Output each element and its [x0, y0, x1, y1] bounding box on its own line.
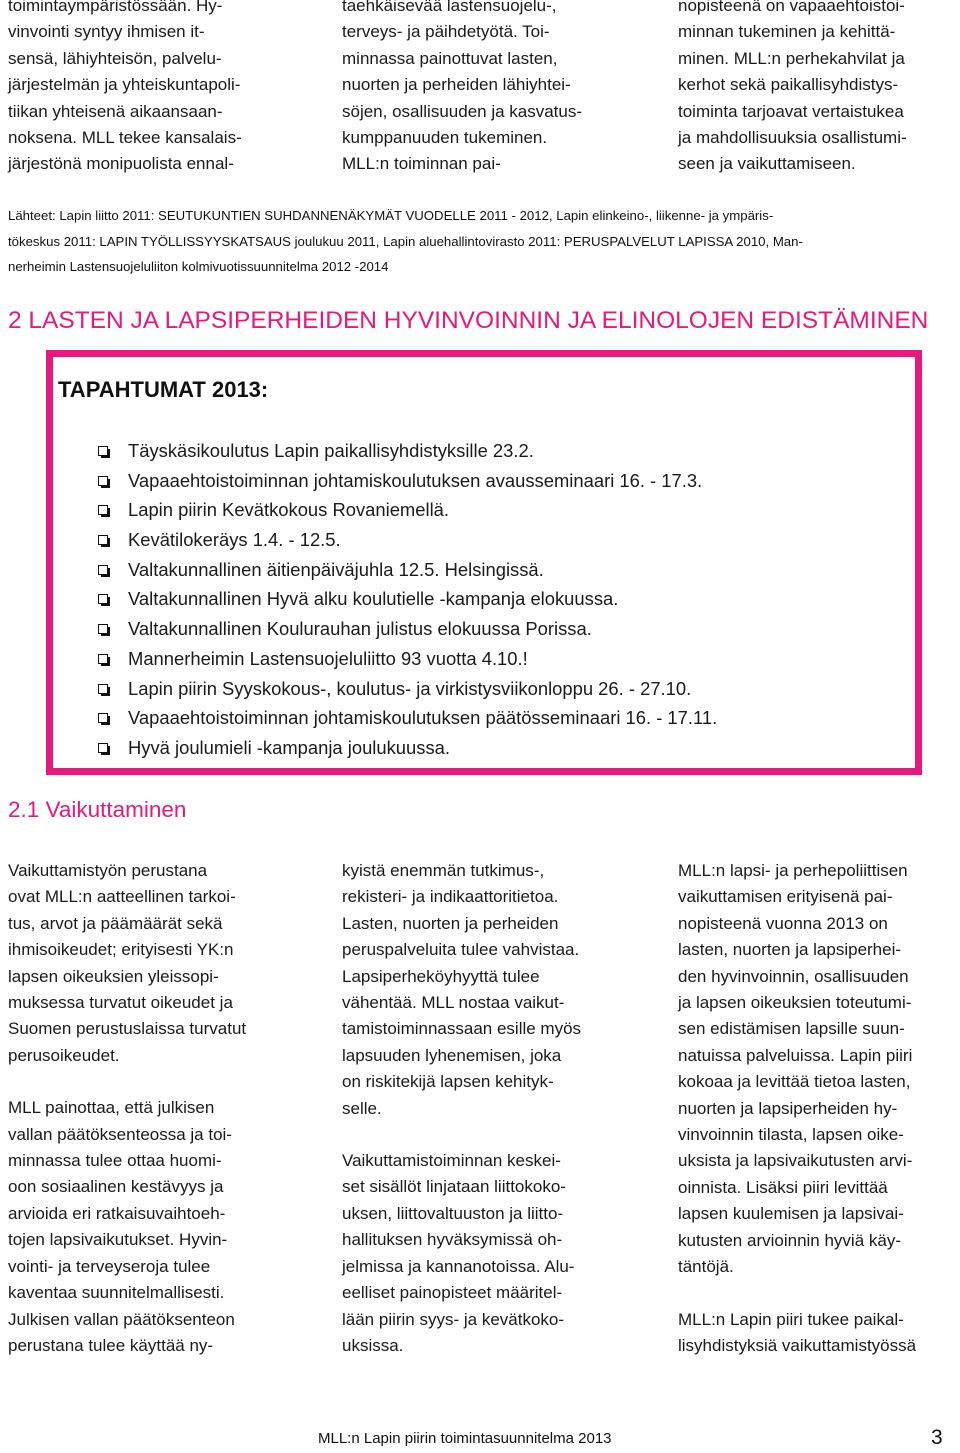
text-line: minen. MLL:n perhekahvilat ja	[678, 48, 905, 68]
text-line: lään piirin syys- ja kevätkoko-	[342, 1309, 565, 1329]
sources-line: tökeskus 2011: LAPIN TYÖLLISSYYSKATSAUS joulukuu 2011, Lapin aluehallintovirasto 2011: PERUSPALVELUT LAPISSA 2010, Man-	[8, 233, 803, 249]
top-column-3	[678, 0, 958, 178]
checkbox-icon	[98, 594, 108, 604]
text-line: MLL:n Lapin piiri tukee paikal-	[678, 1309, 904, 1329]
text-line: uksissa.	[342, 1335, 404, 1355]
text-line: nopisteenä vuonna 2013 on	[678, 913, 888, 933]
event-text: Valtakunnallinen äitienpäiväjuhla 12.5. Helsingissä.	[128, 558, 544, 580]
bottom-column-1	[8, 858, 308, 1359]
text-line: vinvoinnin tilasta, lapsen oike-	[678, 1125, 904, 1145]
text-line: Suomen perustuslaissa turvatut	[8, 1019, 247, 1039]
checkbox-icon	[98, 446, 108, 456]
checkbox-icon	[98, 505, 108, 515]
text-block	[342, 858, 642, 1122]
event-text: Lapin piirin Syyskokous-, koulutus- ja virkistysviikonloppu 26. - 27.10.	[128, 677, 692, 699]
text-line: järjestönä monipuolista ennal-	[8, 154, 234, 174]
text-line: on riskitekijä lapsen kehityk-	[342, 1072, 554, 1092]
sources-line: Lähteet: Lapin liitto 2011: SEUTUKUNTIEN SUHDANNENÄKYMÄT VUODELLE 2011 - 2012, Lapin elinkeino-, liikenne- ja ympäris-	[8, 208, 774, 223]
text-line: taehkäisevää lastensuojelu-,	[342, 0, 557, 15]
checkbox-icon	[98, 654, 108, 664]
text-line: järjestelmän ja yhteiskuntapoli-	[8, 75, 241, 95]
text-line: kerhot sekä paikallisyhdistys-	[678, 75, 899, 95]
text-block	[678, 0, 958, 178]
sources-line: nerheimin Lastensuojeluliiton kolmivuotissuunnitelma 2012 -2014	[8, 259, 389, 275]
text-block	[8, 1095, 308, 1359]
text-line: MLL:n lapsi- ja perhepoliittisen	[678, 861, 908, 880]
checkbox-icon	[98, 743, 108, 753]
event-text: Kevätilokeräys 1.4. - 12.5.	[128, 529, 341, 551]
text-block	[678, 858, 958, 1281]
text-line: kumppanuuden tukeminen.	[342, 128, 548, 148]
text-line: Vaikuttamistyön perustana	[8, 861, 208, 880]
text-line: vinvointi syntyy ihmisen it-	[8, 22, 205, 42]
text-line: natuissa palveluissa. Lapin piiri	[678, 1045, 913, 1065]
text-line: perusoikeudet.	[8, 1045, 120, 1065]
text-line: sen edistämisen lapsille suun-	[678, 1019, 905, 1039]
text-block	[8, 0, 298, 178]
text-line: kyistä enemmän tutkimus-,	[342, 861, 545, 880]
text-line: oinnista. Lisäksi piiri levittää	[678, 1177, 888, 1197]
text-line: den hyvinvoinnin, osallisuuden	[678, 966, 909, 986]
text-line: täntöjä.	[678, 1257, 734, 1277]
text-line: Lapsiperheköyhyyttä tulee	[342, 966, 540, 986]
checkbox-icon	[98, 713, 108, 723]
text-line: muksessa turvatut oikeudet ja	[8, 993, 233, 1013]
text-line: Julkisen vallan päätöksenteon	[8, 1309, 235, 1329]
event-text: Lapin piirin Kevätkokous Rovaniemellä.	[128, 499, 449, 521]
event-text: Vapaaehtoistoiminnan johtamiskoulutuksen päätösseminaari 16. - 17.11.	[128, 707, 718, 729]
text-line: vähentää. MLL nostaa vaikut-	[342, 993, 565, 1013]
page-number: 3	[931, 1426, 943, 1449]
page-footer: MLL:n Lapin piirin toimintasuunnitelma 2013	[318, 1430, 612, 1447]
checkbox-icon	[98, 624, 108, 634]
bottom-column-2	[342, 858, 642, 1359]
text-line: nuorten ja lapsiperheiden hy-	[678, 1098, 898, 1118]
text-line: söjen, osallisuuden ja kasvatus-	[342, 101, 583, 121]
event-text: Vapaaehtoistoiminnan johtamiskoulutuksen avausseminaari 16. - 17.3.	[128, 469, 703, 491]
text-line: rekisteri- ja indikaattoritietoa.	[342, 887, 559, 907]
subsection-heading: 2.1 Vaikuttaminen	[8, 797, 187, 822]
text-line: jelmissa ja kannanotoissa. Alu-	[342, 1256, 575, 1276]
text-line: noksena. MLL tekee kansalais-	[8, 128, 242, 148]
text-line: MLL:n toiminnan pai-	[342, 154, 501, 174]
text-line: ihmisoikeudet; erityisesti YK:n	[8, 940, 234, 960]
text-line: minnassa painottuvat lasten,	[342, 48, 558, 68]
text-line: hallituksen hyväksymissä oh-	[342, 1230, 563, 1250]
event-text: Valtakunnallinen Hyvä alku koulutielle -kampanja elokuussa.	[128, 588, 619, 610]
text-line: perustana tulee käyttää ny-	[8, 1335, 214, 1355]
text-line: tamistoiminnassaan esille myös	[342, 1019, 582, 1039]
event-text: Täyskäsikoulutus Lapin paikallisyhdistyksille 23.2.	[128, 440, 534, 461]
checkbox-icon	[98, 565, 108, 575]
text-line: lapsen oikeuksien yleissopi-	[8, 966, 219, 986]
text-line: nuorten ja perheiden lähiyhtei-	[342, 75, 571, 95]
event-text: Mannerheimin Lastensuojeluliitto 93 vuotta 4.10.!	[128, 647, 528, 669]
text-line: lasten, nuorten ja lapsiperhei-	[678, 940, 902, 960]
text-line: toiminta tarjoavat vertaistukea	[678, 101, 904, 121]
text-line: kaventaa suunnitelmallisesti.	[8, 1283, 225, 1303]
text-line: toimintaympäristössään. Hy-	[8, 0, 223, 15]
text-line: vallan päätöksenteossa ja toi-	[8, 1124, 232, 1144]
section-heading: 2 LASTEN JA LAPSIPERHEIDEN HYVINVOINNIN JA ELINOLOJEN EDISTÄMINEN	[8, 307, 929, 334]
text-line: vointi- ja terveyseroja tulee	[8, 1256, 211, 1276]
text-line: set sisällöt linjataan liittokoko-	[342, 1177, 566, 1197]
text-line: uksista ja lapsivaikutusten arvi-	[678, 1151, 913, 1171]
text-line: MLL painottaa, että julkisen	[8, 1098, 215, 1118]
text-line: uksen, liittovaltuuston ja liitto-	[342, 1203, 564, 1223]
text-line: minnan tukeminen ja kehittä-	[678, 22, 896, 42]
bottom-column-3	[678, 858, 958, 1359]
checkbox-icon	[98, 535, 108, 545]
text-line: Lasten, nuorten ja perheiden	[342, 913, 559, 933]
sources-paragraph	[8, 203, 948, 280]
text-line: arvioida eri ratkaisuvaihtoeh-	[8, 1203, 226, 1223]
text-line: ja lapsen oikeuksien toteutumi-	[678, 993, 912, 1013]
event-text: Valtakunnallinen Koulurauhan julistus elokuussa Porissa.	[128, 618, 592, 640]
text-line: lapsen kuulemisen ja lapsivai-	[678, 1204, 904, 1224]
checkbox-icon	[98, 684, 108, 694]
top-column-2	[342, 0, 632, 178]
text-line: kokoaa ja levittää tietoa lasten,	[678, 1072, 911, 1092]
top-column-1	[8, 0, 298, 178]
text-line: seen ja vaikuttamiseen.	[678, 154, 856, 174]
text-line: lisyhdistyksiä vaikuttamistyössä	[678, 1335, 917, 1355]
text-line: tiikan yhteisenä aikaansaan-	[8, 101, 223, 121]
text-line: eelliset painopisteet määritel-	[342, 1283, 563, 1303]
text-line: tojen lapsivaikutukset. Hyvin-	[8, 1230, 228, 1250]
text-line: tus, arvot ja päämäärät sekä	[8, 913, 223, 933]
text-line: Vaikuttamistoiminnan keskei-	[342, 1151, 561, 1171]
text-line: minnassa tulee ottaa huomi-	[8, 1151, 222, 1171]
text-line: oon sosiaalinen kestävyys ja	[8, 1177, 224, 1197]
text-line: kutusten arvioinnin hyviä käy-	[678, 1230, 902, 1250]
text-line: selle.	[342, 1098, 382, 1118]
text-block	[678, 1307, 958, 1360]
text-line: vaikuttamisen erityisenä pai-	[678, 887, 893, 907]
text-line: peruspalveluita tulee vahvistaa.	[342, 940, 580, 960]
text-line: ovat MLL:n aatteellinen tarkoi-	[8, 887, 236, 907]
event-text: Hyvä joulumieli -kampanja joulukuussa.	[128, 736, 450, 758]
text-block	[8, 858, 308, 1069]
text-line: lapsuuden lyhenemisen, joka	[342, 1045, 562, 1065]
text-line: ja mahdollisuuksia osallistumi-	[678, 128, 907, 148]
text-block	[342, 0, 632, 178]
text-line: terveys- ja päihdetyötä. Toi-	[342, 22, 550, 42]
text-line: nopisteenä on vapaaehtoistoi-	[678, 0, 905, 15]
text-line: sensä, lähiyhteisön, palvelu-	[8, 48, 222, 68]
text-block	[342, 1148, 642, 1359]
checkbox-icon	[98, 476, 108, 486]
events-title: TAPAHTUMAT 2013:	[58, 377, 269, 402]
